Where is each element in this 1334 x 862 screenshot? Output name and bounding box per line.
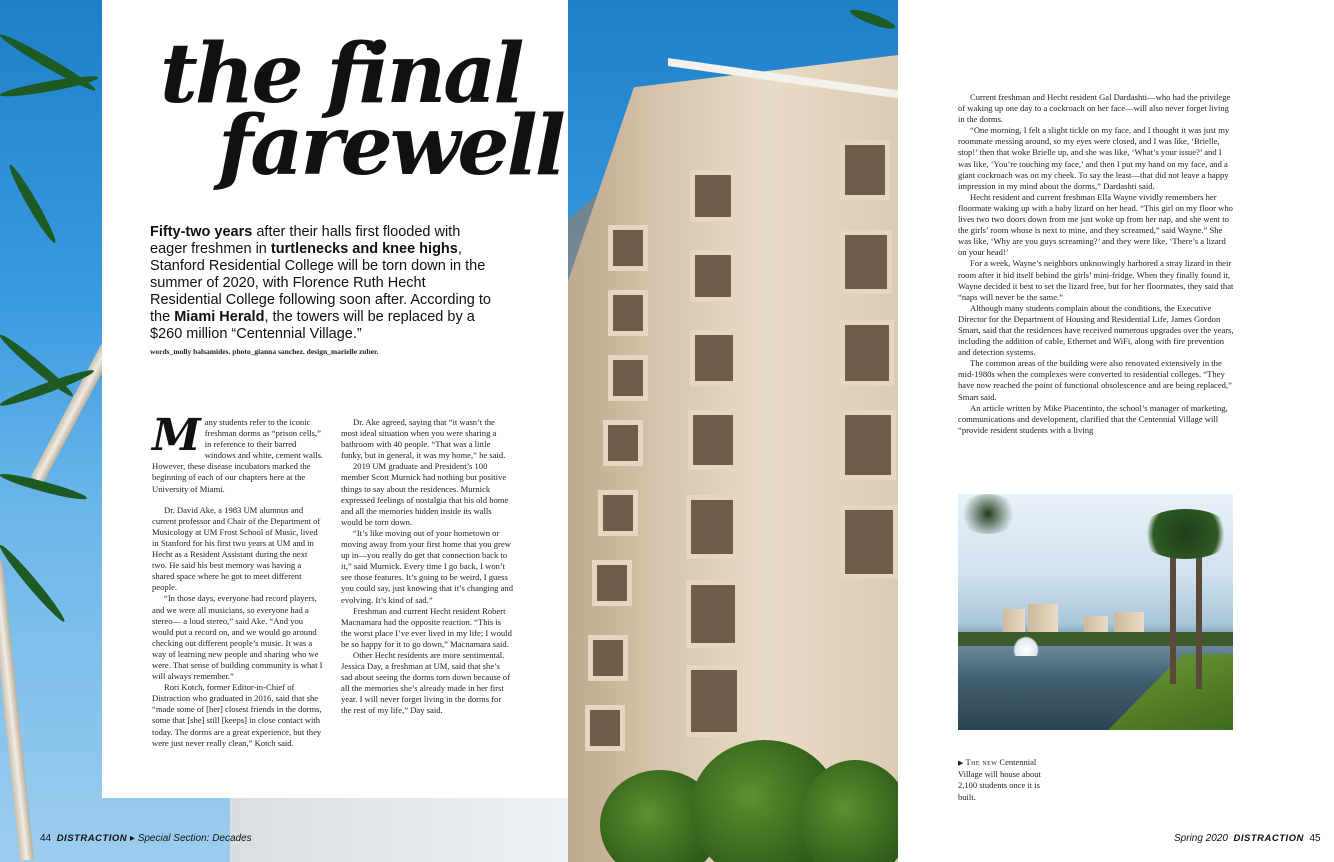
palm-frond: [0, 542, 68, 625]
deck: [150, 224, 500, 343]
deck-text-2: , Stanford Residential College will be torn down in the summer of 2020, with Florence Ruth Hecht Residential College following soon after. According to the: [150, 241, 491, 325]
magazine-brand-right: DISTRACTION: [1233, 833, 1304, 844]
deck-bold-2: turtlenecks and knee highs: [270, 241, 458, 257]
body-paragraph: For a week, Wayne’s neighbors unknowingly harbored a stray lizard in their room after it hid itself behind the girls’ mini-fridge. When they finally found it, Wayne decided it best to set the lizard free, but for her floormates, they said that “naps will never be the same.”: [958, 258, 1234, 302]
paragraph-text: any students refer to the iconic freshman dorms as “prison cells,” in reference to their barred windows and white, cement walls. However, these disease incubators marked the beginning of each of our chapters here at the University of Miami.: [152, 417, 324, 494]
window: [603, 420, 643, 466]
body-paragraph: Although many students complain about the conditions, the Executive Director for the Department of Housing and Residential Life, James Gordon Smart, said that the residences have received numerous upgrades over the years, including the addition of cable, Ethernet and WiFi, along with fire prevention and detection systems.: [958, 302, 1234, 358]
inset-treeline: [958, 632, 1233, 646]
body-paragraph: Hecht resident and current freshman Ella Wayne vividly remembers her floormate waking up with a baby lizard on her head. “This girl on my floor who lives two two doors down from me just woke up from her nap, and she went to the girls’ room whose is next to mine, and they screamed,” said Wayne.” She was like, ‘Why are you guys screaming?’ and they were like, ‘There’s a lizard on your head!’: [958, 191, 1233, 258]
body-paragraph: [152, 410, 324, 495]
window: [840, 140, 890, 200]
headline: [160, 26, 563, 194]
palm-frond: [6, 163, 60, 246]
inset-palm-trunk: [1196, 549, 1202, 689]
window: [686, 665, 742, 737]
window: [840, 230, 892, 294]
folio-arrow-icon: ▸: [129, 833, 135, 844]
window: [588, 635, 628, 681]
body-paragraph: “One morning, I felt a slight tickle on my face, and I thought it was just my roommate messing around, so my eyes were closed, and I was like, ‘Brielle, stop!’ then that woke Brielle up, and she was like, ‘What’s your issue?’ and I was like, ‘You’re touching my face,’ and then I put my hand on my face, and a giant cockroach was on my cheek. To say the least—that did not leave a happy impression in my mind about the dorms,” Dardashti said.: [958, 125, 1230, 191]
window: [598, 490, 638, 536]
building-bottom-left: [230, 798, 568, 862]
body-paragraph: 2019 UM graduate and President’s 100 member Scott Murnick had nothing but positive things to say about the residences. Murnick expressed feelings of nostalgia that his old home and all the memories hidden inside its walls would be torn down.: [341, 461, 509, 527]
body-paragraph: Current freshman and Hecht resident Gal Dardashti—who had the privilege of waking up one day to a cockroach on her face—will also never forget living in the dorms.: [958, 92, 1231, 125]
window: [840, 505, 898, 579]
body-paragraph: “In those days, everyone had record players, and we were all musicians, so everyone had a stereo— a loud stereo,” said Ake. “And you would put a record on, and we would go around checking out different people’s music. It was a way of learning new people and sharing who we were. That sense of building community is what I will always remember.”: [152, 593, 323, 682]
folio-left: [40, 833, 252, 844]
page-number-right: 45: [1309, 833, 1321, 844]
deck-bold-1: Fifty-two years: [150, 224, 253, 240]
window: [840, 410, 896, 480]
window: [840, 320, 894, 386]
byline-credits: words_molly balsamides. photo_gianna sanchez. design_marielle zuber.: [150, 347, 379, 356]
window: [686, 495, 738, 559]
window: [592, 560, 632, 606]
deck-text-3: , the towers will be replaced by a $260 million “Centennial Village.”: [150, 309, 475, 342]
caption-marker-icon: ▶: [958, 759, 964, 767]
body-paragraph: “It’s like moving out of your hometown or moving away from your first home that you grew up in—you really do get that connection back to it,” said Murnick. Every time I go back, I won’t see those features. It’s going to be weird, I guess you could say, just knowing that it’s changing and evolving. It’s kind of sad.”: [341, 527, 514, 605]
page-number-left: 44: [40, 833, 52, 844]
headline-line-1: the final: [160, 26, 522, 122]
window: [690, 250, 736, 302]
body-column-3: [958, 92, 1236, 436]
drop-cap: M: [152, 410, 201, 461]
magazine-brand-left: DISTRACTION: [56, 833, 128, 844]
caption-lead: The new: [965, 757, 998, 767]
body-paragraph: An article written by Mike Piacentinto, the school’s manager of marketing, communications and development, clarified that the Centennial Village will “provide resident students with a living: [958, 402, 1228, 435]
window: [690, 170, 736, 222]
palm-frond: [848, 6, 897, 32]
body-paragraph: Dr. David Ake, a 1983 UM alumnus and current professor and Chair of the Department of Musicology at UM Frost School of Music, lived in Stanford for his first two years at UM and in Hecht as a Resident Assistant during the next two. He said his best memory was having a shared space where he got to meet different people.: [152, 504, 321, 593]
window: [608, 225, 648, 271]
photo-caption: [958, 757, 1048, 803]
body-column-1: [152, 410, 324, 749]
headline-line-2: farewell: [218, 98, 563, 194]
window: [686, 580, 740, 648]
inset-palm-crown: [958, 494, 1018, 534]
deck-text-1: after their halls first flooded with eager freshmen in: [150, 224, 461, 257]
window: [688, 410, 738, 470]
inset-palm-crown: [1138, 509, 1233, 559]
section-name: Special Section: Decades: [137, 833, 252, 844]
window: [608, 290, 648, 336]
caption-text: Centennial Village will house about 2,100 students once it is built.: [958, 757, 1041, 802]
body-column-2: [341, 417, 513, 717]
body-paragraph: Other Hecht residents are more sentimental. Jessica Day, a freshman at UM, said that she’s sad about seeing the dorms torn down because of all the memories she’s already made in her first year. I will never forget living in the dorms for the rest of my life,” Day said.: [341, 649, 510, 716]
palm-trunk: [0, 561, 34, 861]
inset-fountain: [1013, 636, 1039, 656]
body-paragraph: Rori Kotch, former Editor-in-Chief of Distraction who graduated in 2016, said that she “made some of [her] closest friends in the dorms, some that [she] still [keeps] in close contact with today. The dorms are a great experience, but they were just never really clean,” Kotch said.: [152, 682, 322, 748]
window: [608, 355, 648, 401]
deck-bold-3: Miami Herald: [174, 309, 265, 325]
body-paragraph: The common areas of the building were also renovated extensively in the mid-1980s when the complexes were converted to residential colleges. “They have now reached the point of functional obsolescence and are being replaced,” Smart said.: [958, 358, 1232, 402]
window: [690, 330, 738, 386]
folio-right: [1174, 833, 1321, 844]
body-paragraph: Freshman and current Hecht resident Robert Macnamara had the opposite reaction. “This is the worst place I’ve ever lived in my life; I would be so happy for it to go down,” Macnamara said.: [341, 605, 512, 649]
inset-photo-centennial-village: [958, 494, 1233, 730]
window: [585, 705, 625, 751]
body-paragraph: Dr. Ake agreed, saying that “it wasn’t the most ideal situation when you were sharing a bathroom with 40 people. “That was a little funky, but in general, it was my home,” he said.: [341, 417, 506, 461]
issue-date: Spring 2020: [1174, 833, 1228, 844]
